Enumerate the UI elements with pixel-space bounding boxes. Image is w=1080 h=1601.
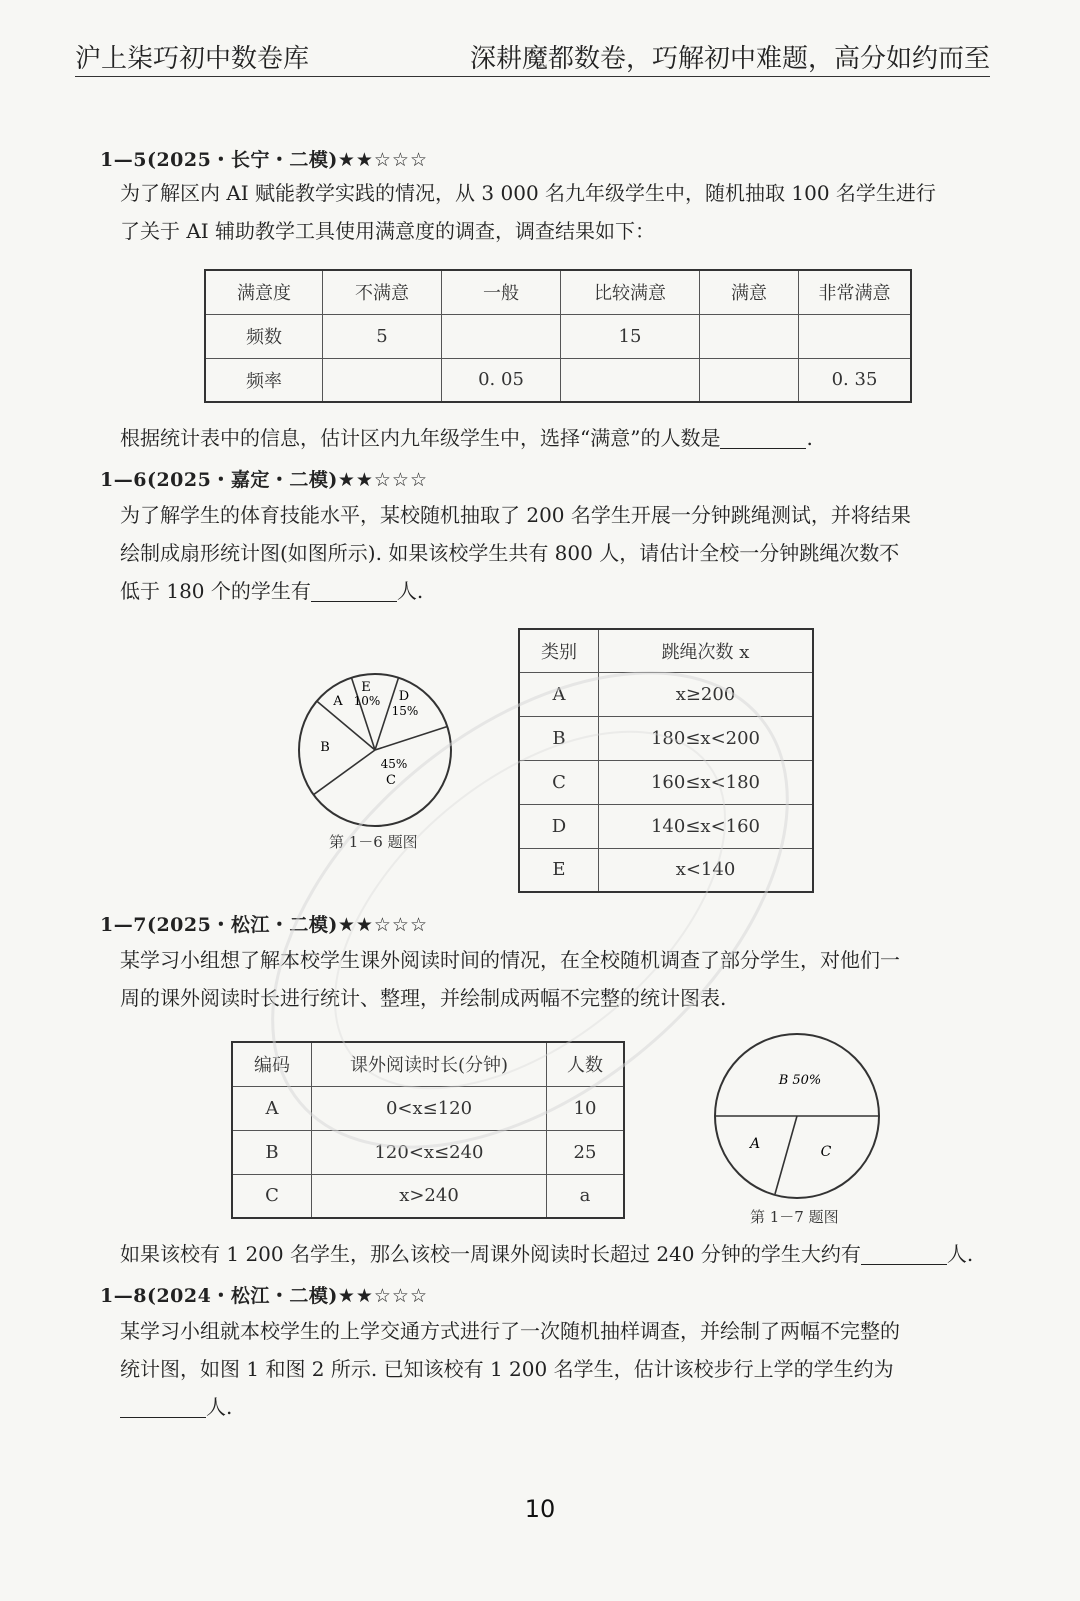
table-cell: 满意度 bbox=[205, 270, 323, 314]
question-1-5-header bbox=[100, 145, 428, 172]
figure-caption: 第 1－7 题图 bbox=[750, 1208, 839, 1226]
question-number: 1—8 bbox=[100, 1285, 147, 1307]
table-cell: C bbox=[232, 1174, 312, 1218]
pie-slice-border bbox=[775, 1116, 797, 1194]
figure-caption: 第 1－6 题图 bbox=[329, 833, 418, 851]
question-number: 1—6 bbox=[100, 469, 147, 491]
question-text: 如果该校有 1 200 名学生，那么该校一周课外阅读时长超过 240 分钟的学生大约有 bbox=[120, 1242, 861, 1266]
question-source: (2025・长宁・二模) bbox=[146, 149, 338, 171]
pie-percent-D: 15% bbox=[391, 704, 419, 718]
table-cell: 课外阅读时长(分钟) bbox=[312, 1042, 547, 1086]
pie-label-B: B 50% bbox=[778, 1073, 822, 1088]
table-row bbox=[232, 1042, 624, 1086]
reading-time-table bbox=[231, 1041, 625, 1219]
table-cell: A bbox=[519, 672, 599, 716]
text-line: 为了解学生的体育技能水平，某校随机抽取了 200 名学生开展一分钟跳绳测试，并将结果 bbox=[120, 503, 911, 527]
text-segment: 人. bbox=[206, 1395, 233, 1419]
question-1-6-header bbox=[100, 465, 428, 492]
text-line: 周的课外阅读时长进行统计、整理，并绘制成两幅不完整的统计图表. bbox=[120, 986, 727, 1010]
pie-label-B: B bbox=[320, 740, 330, 755]
text-line: 了关于 AI 辅助教学工具使用满意度的调查，调查结果如下： bbox=[120, 219, 656, 243]
question-1-8-header bbox=[100, 1281, 428, 1308]
question-1-7-header bbox=[100, 910, 428, 937]
header-right: 深耕魔都数卷，巧解初中难题，高分如约而至 bbox=[469, 44, 990, 74]
text-line bbox=[120, 572, 1000, 610]
table-row bbox=[205, 358, 911, 402]
table-row bbox=[232, 1174, 624, 1218]
table-cell: 跳绳次数 x bbox=[599, 629, 814, 672]
question-1-5-ask bbox=[120, 419, 1000, 457]
text-line: 为了解区内 AI 赋能教学实践的情况，从 3 000 名九年级学生中，随机抽取 100 名学生进行 bbox=[120, 181, 936, 205]
table-cell bbox=[700, 314, 799, 358]
question-1-7-ask bbox=[120, 1235, 1000, 1273]
table-cell bbox=[700, 358, 799, 402]
question-1-5-text bbox=[120, 174, 1000, 250]
text-line: 某学习小组想了解本校学生课外阅读时间的情况，在全校随机调查了部分学生，对他们一 bbox=[120, 948, 900, 972]
emphasis-text: 不 bbox=[879, 541, 900, 565]
table-cell: 120<x≤240 bbox=[312, 1130, 547, 1174]
header-left: 沪上柒巧初中数卷库 bbox=[75, 44, 310, 74]
text-line bbox=[120, 1388, 1000, 1426]
table-cell: 10 bbox=[547, 1086, 625, 1130]
question-source: (2025・嘉定・二模) bbox=[146, 469, 338, 491]
pie-slice-border bbox=[375, 727, 447, 751]
pie-percent-E: 10% bbox=[353, 694, 381, 708]
difficulty-stars-icon: ★★☆☆☆ bbox=[337, 1285, 428, 1307]
table-cell bbox=[799, 314, 912, 358]
pie-label-C: C bbox=[386, 773, 396, 788]
table-row bbox=[519, 629, 813, 672]
pie-label-E: E bbox=[361, 680, 371, 695]
table-cell: 180≤x<200 bbox=[599, 716, 814, 760]
table-row bbox=[519, 848, 813, 892]
pie-chart-1-6 bbox=[290, 665, 460, 835]
table-cell: 不满意 bbox=[323, 270, 442, 314]
question-source: (2024・松江・二模) bbox=[146, 1285, 338, 1307]
pie-label-C: C bbox=[820, 1144, 832, 1160]
pie-label-D: D bbox=[398, 689, 410, 704]
table-cell: a bbox=[547, 1174, 625, 1218]
table-row bbox=[205, 270, 911, 314]
jump-rope-table bbox=[518, 628, 814, 893]
table-cell: x<140 bbox=[599, 848, 814, 892]
question-number: 1—7 bbox=[100, 914, 147, 936]
emphasis-text: 低 bbox=[120, 579, 140, 603]
table-cell bbox=[561, 358, 700, 402]
answer-blank bbox=[120, 1395, 206, 1418]
text-segment: 人. bbox=[396, 579, 424, 603]
table-cell: 满意 bbox=[700, 270, 799, 314]
pie-label-A: A bbox=[333, 694, 343, 709]
table-cell: 人数 bbox=[547, 1042, 625, 1086]
table-cell: 0<x≤120 bbox=[312, 1086, 547, 1130]
table-cell: 比较满意 bbox=[561, 270, 700, 314]
difficulty-stars-icon: ★★☆☆☆ bbox=[337, 914, 428, 936]
table-cell: A bbox=[232, 1086, 312, 1130]
table-cell: 编码 bbox=[232, 1042, 312, 1086]
table-cell: x>240 bbox=[312, 1174, 547, 1218]
text-segment: 绘制成扇形统计图(如图所示). 如果该校学生共有 800 人，请估计全校一分钟跳绳次数 bbox=[120, 541, 880, 565]
text-line bbox=[120, 534, 1000, 572]
table-cell: E bbox=[519, 848, 599, 892]
pie-label-A: A bbox=[749, 1136, 761, 1152]
table-cell: 15 bbox=[561, 314, 700, 358]
table-row bbox=[519, 804, 813, 848]
answer-blank bbox=[720, 426, 806, 449]
table-cell: 频数 bbox=[205, 314, 323, 358]
pie-chart-1-7 bbox=[712, 1031, 882, 1201]
question-number: 1—5 bbox=[100, 149, 147, 171]
table-cell bbox=[442, 314, 561, 358]
pie-percent-C: 45% bbox=[380, 757, 408, 771]
question-1-8-text bbox=[120, 1312, 1000, 1426]
running-header bbox=[75, 36, 990, 77]
pie-slice-border bbox=[314, 750, 376, 795]
satisfaction-table bbox=[204, 269, 912, 403]
table-cell: 0. 35 bbox=[799, 358, 912, 402]
question-1-7-text bbox=[120, 941, 1000, 1017]
answer-blank bbox=[861, 1242, 947, 1265]
table-row bbox=[519, 760, 813, 804]
difficulty-stars-icon: ★★☆☆☆ bbox=[337, 149, 428, 171]
table-cell: x≥200 bbox=[599, 672, 814, 716]
table-row bbox=[205, 314, 911, 358]
table-row bbox=[232, 1086, 624, 1130]
table-cell: 5 bbox=[323, 314, 442, 358]
table-cell: 25 bbox=[547, 1130, 625, 1174]
table-row bbox=[232, 1130, 624, 1174]
question-1-6-text bbox=[120, 496, 1000, 610]
table-row bbox=[519, 672, 813, 716]
table-cell: B bbox=[232, 1130, 312, 1174]
question-text: . bbox=[806, 426, 813, 450]
table-cell: C bbox=[519, 760, 599, 804]
text-segment: 于 180 个的学生有 bbox=[140, 579, 311, 603]
table-cell: 140≤x<160 bbox=[599, 804, 814, 848]
difficulty-stars-icon: ★★☆☆☆ bbox=[337, 469, 428, 491]
table-cell: 非常满意 bbox=[799, 270, 912, 314]
question-source: (2025・松江・二模) bbox=[146, 914, 338, 936]
table-cell: 0. 05 bbox=[442, 358, 561, 402]
page-number: 10 bbox=[524, 1495, 556, 1523]
table-cell: D bbox=[519, 804, 599, 848]
table-cell: 一般 bbox=[442, 270, 561, 314]
text-line: 某学习小组就本校学生的上学交通方式进行了一次随机抽样调查，并绘制了两幅不完整的 bbox=[120, 1319, 900, 1343]
question-text: 根据统计表中的信息，估计区内九年级学生中，选择“满意”的人数是 bbox=[120, 426, 721, 450]
text-line: 统计图，如图 1 和图 2 所示. 已知该校有 1 200 名学生，估计该校步行上学的学生约为 bbox=[120, 1357, 894, 1381]
table-cell: 类别 bbox=[519, 629, 599, 672]
question-text: 人. bbox=[946, 1242, 974, 1266]
table-cell: 160≤x<180 bbox=[599, 760, 814, 804]
table-cell bbox=[323, 358, 442, 402]
table-cell: 频率 bbox=[205, 358, 323, 402]
table-row bbox=[519, 716, 813, 760]
answer-blank bbox=[311, 579, 397, 602]
table-cell: B bbox=[519, 716, 599, 760]
